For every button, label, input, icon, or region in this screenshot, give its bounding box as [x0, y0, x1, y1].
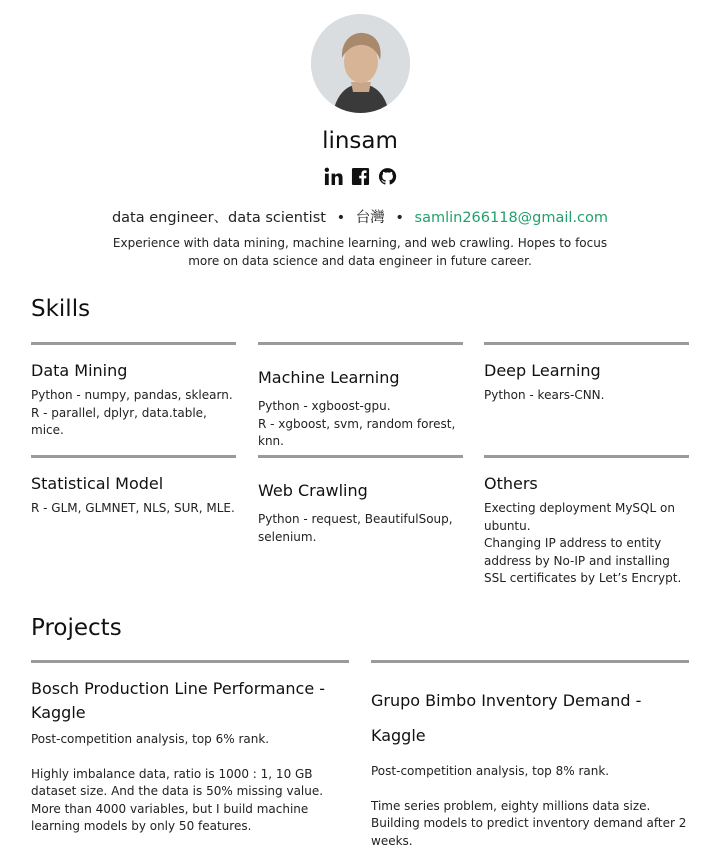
skill-line: R - parallel, dplyr, data.table, mice.	[31, 405, 207, 437]
profile-info	[0, 206, 720, 227]
skill-line: Changing IP address to entity address by No-IP and installing SSL certificates by Let’s Encrypt.	[484, 536, 682, 585]
divider	[258, 342, 463, 345]
project-summary: Post-competition analysis, top 6% rank.	[31, 732, 270, 746]
profile-location: 台灣	[355, 210, 385, 226]
project-card-bosch	[31, 660, 349, 836]
skill-title: Data Mining	[31, 361, 128, 380]
divider	[31, 342, 236, 345]
skill-line: Python - numpy, pandas, sklearn.	[31, 388, 233, 402]
divider	[31, 660, 349, 663]
linkedin-icon[interactable]	[324, 167, 343, 186]
skill-title: Machine Learning	[258, 368, 400, 387]
profile-title: data engineer、data scientist	[111, 210, 326, 226]
project-summary: Post-competition analysis, top 8% rank.	[371, 764, 610, 778]
skill-card-web-crawling	[258, 455, 463, 546]
skill-line: Python - xgboost-gpu.	[258, 399, 391, 413]
skill-title: Deep Learning	[484, 361, 601, 380]
project-card-grupo-bimbo	[371, 660, 689, 850]
divider	[484, 342, 689, 345]
social-links	[0, 167, 720, 186]
project-title: Bosch Production Line Performance - Kaggle	[31, 679, 326, 722]
skill-line: Python - request, BeautifulSoup, selenium.	[258, 512, 453, 544]
divider	[371, 660, 689, 663]
separator: •	[336, 210, 346, 226]
skill-card-deep-learning	[484, 342, 689, 405]
skill-card-machine-learning	[258, 342, 463, 451]
skill-line: R - xgboost, svm, random forest, knn.	[258, 416, 456, 448]
github-icon[interactable]	[378, 167, 397, 186]
divider	[258, 455, 463, 458]
avatar	[311, 14, 410, 113]
separator: •	[395, 210, 404, 226]
project-details: Time series problem, eighty millions data size. Building models to predict inventory demand after 2 weeks.	[371, 798, 687, 848]
skill-line: Execting deployment MySQL on ubuntu.	[484, 501, 675, 533]
skill-title: Web Crawling	[258, 481, 368, 500]
skill-title: Statistical Model	[31, 474, 164, 493]
skill-card-statistical-model	[31, 455, 236, 518]
divider	[31, 455, 236, 458]
project-details: Highly imbalance data, ratio is 1000 : 1, 10 GB dataset size. And the data is 50% missing value. More than 4000 variables, but I build machine learning models by only 50 features.	[31, 766, 324, 833]
skill-card-data-mining	[31, 342, 236, 440]
skill-line: Python - kears-CNN.	[484, 388, 605, 402]
skill-card-others	[484, 455, 689, 588]
divider	[484, 455, 689, 458]
profile-name: linsam	[322, 128, 398, 154]
skill-title: Others	[484, 474, 538, 493]
projects-heading: Projects	[31, 615, 122, 641]
project-title: Grupo Bimbo Inventory Demand - Kaggle	[371, 691, 642, 745]
email-link[interactable]: samlin266118@gmail.com	[414, 210, 609, 226]
profile-bio: Experience with data mining, machine learning, and web crawling. Hopes to focus more on data science and data engineer in future career.	[112, 236, 608, 268]
facebook-icon[interactable]	[351, 167, 370, 186]
skill-line: R - GLM, GLMNET, NLS, SUR, MLE.	[31, 501, 235, 515]
skills-heading: Skills	[31, 296, 91, 322]
